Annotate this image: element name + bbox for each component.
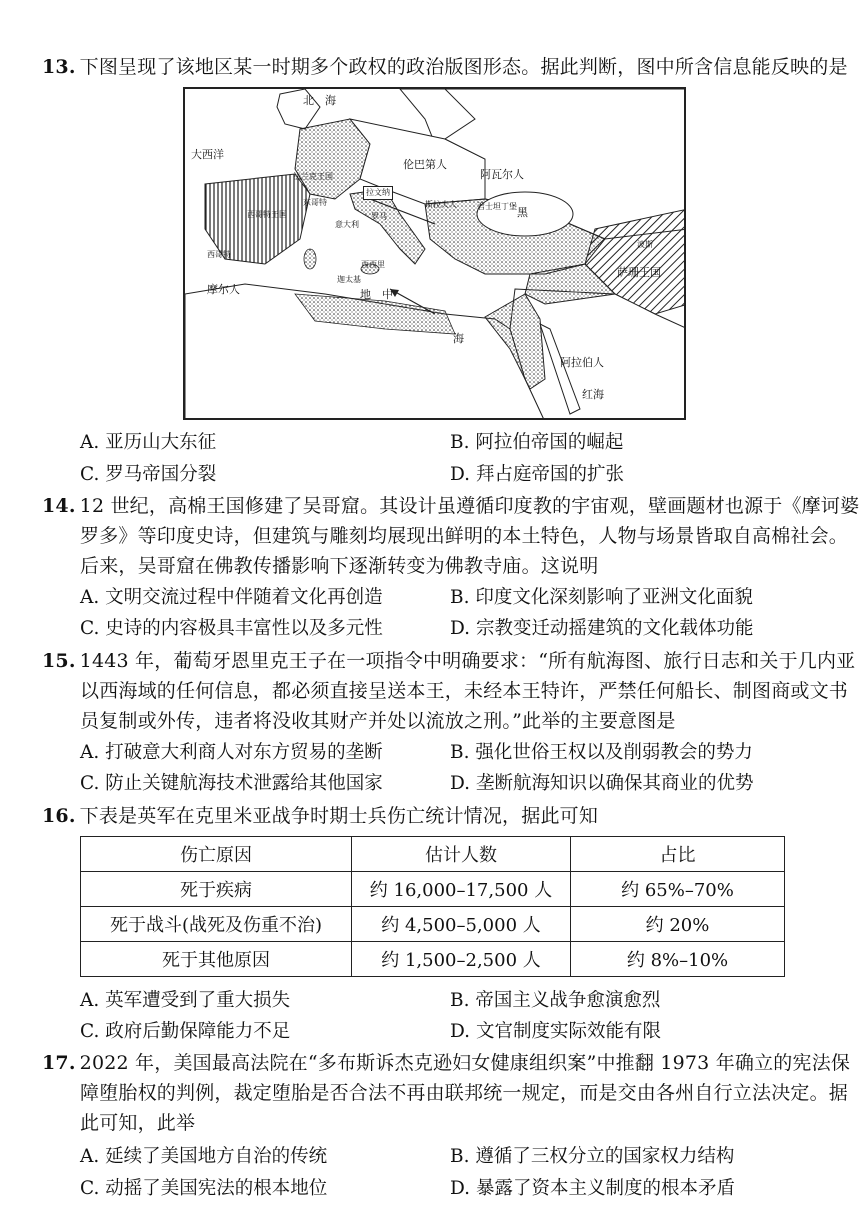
q13-option-b[interactable]: B. 阿拉伯帝国的崛起 [450, 432, 624, 453]
table-cell: 约 4,500–5,000 人 [352, 907, 571, 942]
question-13-stem: 13. 下图呈现了该地区某一时期多个政权的政治版图形态。据此判断，图中所含信息能反映的是 [42, 56, 848, 78]
table-row [81, 872, 785, 907]
q17-option-d[interactable]: D. 暴露了资本主义制度的根本矛盾 [450, 1178, 735, 1199]
q14-option-b[interactable]: B. 印度文化深刻影响了亚洲文化面貌 [450, 587, 753, 608]
map-label-sicily: 西西里 [361, 260, 385, 269]
table-cell: 约 8%–10% [571, 942, 785, 977]
q13-option-a[interactable]: A. 亚历山大东征 [80, 432, 217, 453]
historical-map [183, 87, 686, 420]
map-label-mediterranean: 地 中 [360, 288, 393, 301]
question-number: 14. [42, 495, 76, 517]
question-17-stem-line-3: 此可知，此举 [80, 1112, 196, 1134]
map-label-lombards: 伦巴第人 [403, 158, 447, 171]
table-cell: 约 20% [571, 907, 785, 942]
map-label-arabs: 阿拉伯人 [560, 356, 604, 369]
question-14-stem-line-3: 后来，吴哥窟在佛教传播影响下逐渐转变为佛教寺庙。这说明 [80, 555, 599, 577]
map-label-sea: 海 [453, 332, 464, 345]
table-cell: 死于疾病 [81, 872, 352, 907]
table-cell: 死于战斗(战死及伤重不治) [81, 907, 352, 942]
table-header-cell: 伤亡原因 [81, 837, 352, 872]
question-17-stem-line-1: 17. 2022 年，美国最高法院在“多布斯诉杰克逊妇女健康组织案”中推翻 1973 年确立的宪法保 [42, 1052, 851, 1074]
q15-option-c[interactable]: C. 防止关键航海技术泄露给其他国家 [80, 773, 383, 794]
map-label-avars: 阿瓦尔人 [480, 168, 524, 181]
question-number: 13. [42, 56, 76, 78]
map-label-moors: 摩尔人 [207, 283, 240, 296]
q17-option-c[interactable]: C. 动摇了美国宪法的根本地位 [80, 1178, 328, 1199]
table-cell: 约 16,000–17,500 人 [352, 872, 571, 907]
q15-option-b[interactable]: B. 强化世俗王权以及削弱教会的势力 [450, 742, 753, 763]
question-14-stem-line-1: 14. 12 世纪，高棉王国修建了吴哥窟。其设计虽遵循印度教的宇宙观，壁画题材也源于《摩诃婆 [42, 495, 860, 517]
map-label-ravenna: 拉文纳 [363, 186, 393, 200]
map-label-atlantic: 大西洋 [191, 148, 224, 161]
map-label-constantinople: 君士坦丁堡 [477, 202, 517, 211]
question-number: 15. [42, 650, 76, 672]
table-row [81, 907, 785, 942]
q15-option-a[interactable]: A. 打破意大利商人对东方贸易的垄断 [80, 742, 383, 763]
question-15-stem-line-2: 以西海域的任何信息，都必须直接呈送本王，未经本王特许，严禁任何船长、制图商或文书 [80, 680, 849, 702]
q14-option-c[interactable]: C. 史诗的内容极具丰富性以及多元性 [80, 618, 383, 639]
map-label-frankish: 法兰克王国 [293, 172, 333, 181]
q14-option-d[interactable]: D. 宗教变迁动摇建筑的文化载体功能 [450, 618, 754, 639]
q14-option-a[interactable]: A. 文明交流过程中伴随着文化再创造 [80, 587, 383, 608]
table-header-row [81, 837, 785, 872]
table-header-cell: 占比 [571, 837, 785, 872]
map-drawing [185, 89, 686, 420]
map-label-carthage: 迦太基 [337, 275, 361, 284]
question-16-stem: 16. 下表是英军在克里米亚战争时期士兵伤亡统计情况，据此可知 [42, 805, 599, 827]
map-label-north-sea: 北 海 [303, 94, 336, 107]
map-label-visigothic-small: 西哥特 [207, 250, 231, 259]
q17-option-a[interactable]: A. 延续了美国地方自治的传统 [80, 1146, 328, 1167]
island [304, 249, 316, 269]
q13-option-c[interactable]: C. 罗马帝国分裂 [80, 464, 217, 485]
map-label-rome: 罗马 [371, 212, 387, 221]
map-label-ostrogoth: 东哥特 [303, 198, 327, 207]
q16-option-a[interactable]: A. 英军遭受到了重大损失 [80, 990, 291, 1011]
table-row [81, 942, 785, 977]
map-label-red-sea: 红海 [582, 388, 604, 401]
q15-option-d[interactable]: D. 垄断航海知识以确保其商业的优势 [450, 773, 754, 794]
question-17-stem-line-2: 障堕胎权的判例，裁定堕胎是否合法不再由联邦统一规定，而是交由各州自行立法决定。据 [80, 1082, 849, 1104]
question-number: 16. [42, 805, 76, 827]
map-label-slavs: 斯拉夫人 [425, 200, 457, 209]
question-14-stem-line-2: 罗多》等印度史诗，但建筑与雕刻均展现出鲜明的本土特色，人物与场景皆取自高棉社会。 [80, 525, 849, 547]
map-label-visigoths: 西哥特王国 [247, 210, 287, 219]
table-header-cell: 估计人数 [352, 837, 571, 872]
q16-option-d[interactable]: D. 文官制度实际效能有限 [450, 1021, 661, 1042]
casualty-table [80, 836, 785, 977]
map-label-black-sea: 黑 [517, 206, 528, 219]
map-label-italy: 意大利 [335, 220, 359, 229]
question-15-stem-line-1: 15. 1443 年，葡萄牙恩里克王子在一项指令中明确要求：“所有航海图、旅行日志和关于几内亚 [42, 650, 856, 672]
q17-option-b[interactable]: B. 遵循了三权分立的国家权力结构 [450, 1146, 735, 1167]
question-15-stem-line-3: 员复制或外传，违者将没收其财产并处以流放之刑。”此举的主要意图是 [80, 710, 676, 732]
table-cell: 约 1,500–2,500 人 [352, 942, 571, 977]
map-label-persian: 波斯 [637, 240, 653, 249]
q16-option-c[interactable]: C. 政府后勤保障能力不足 [80, 1021, 291, 1042]
q13-option-d[interactable]: D. 拜占庭帝国的扩张 [450, 464, 624, 485]
table-cell: 约 65%–70% [571, 872, 785, 907]
table-cell: 死于其他原因 [81, 942, 352, 977]
question-number: 17. [42, 1052, 76, 1074]
map-label-sassanid: 萨珊王国 [617, 266, 661, 279]
q16-option-b[interactable]: B. 帝国主义战争愈演愈烈 [450, 990, 661, 1011]
